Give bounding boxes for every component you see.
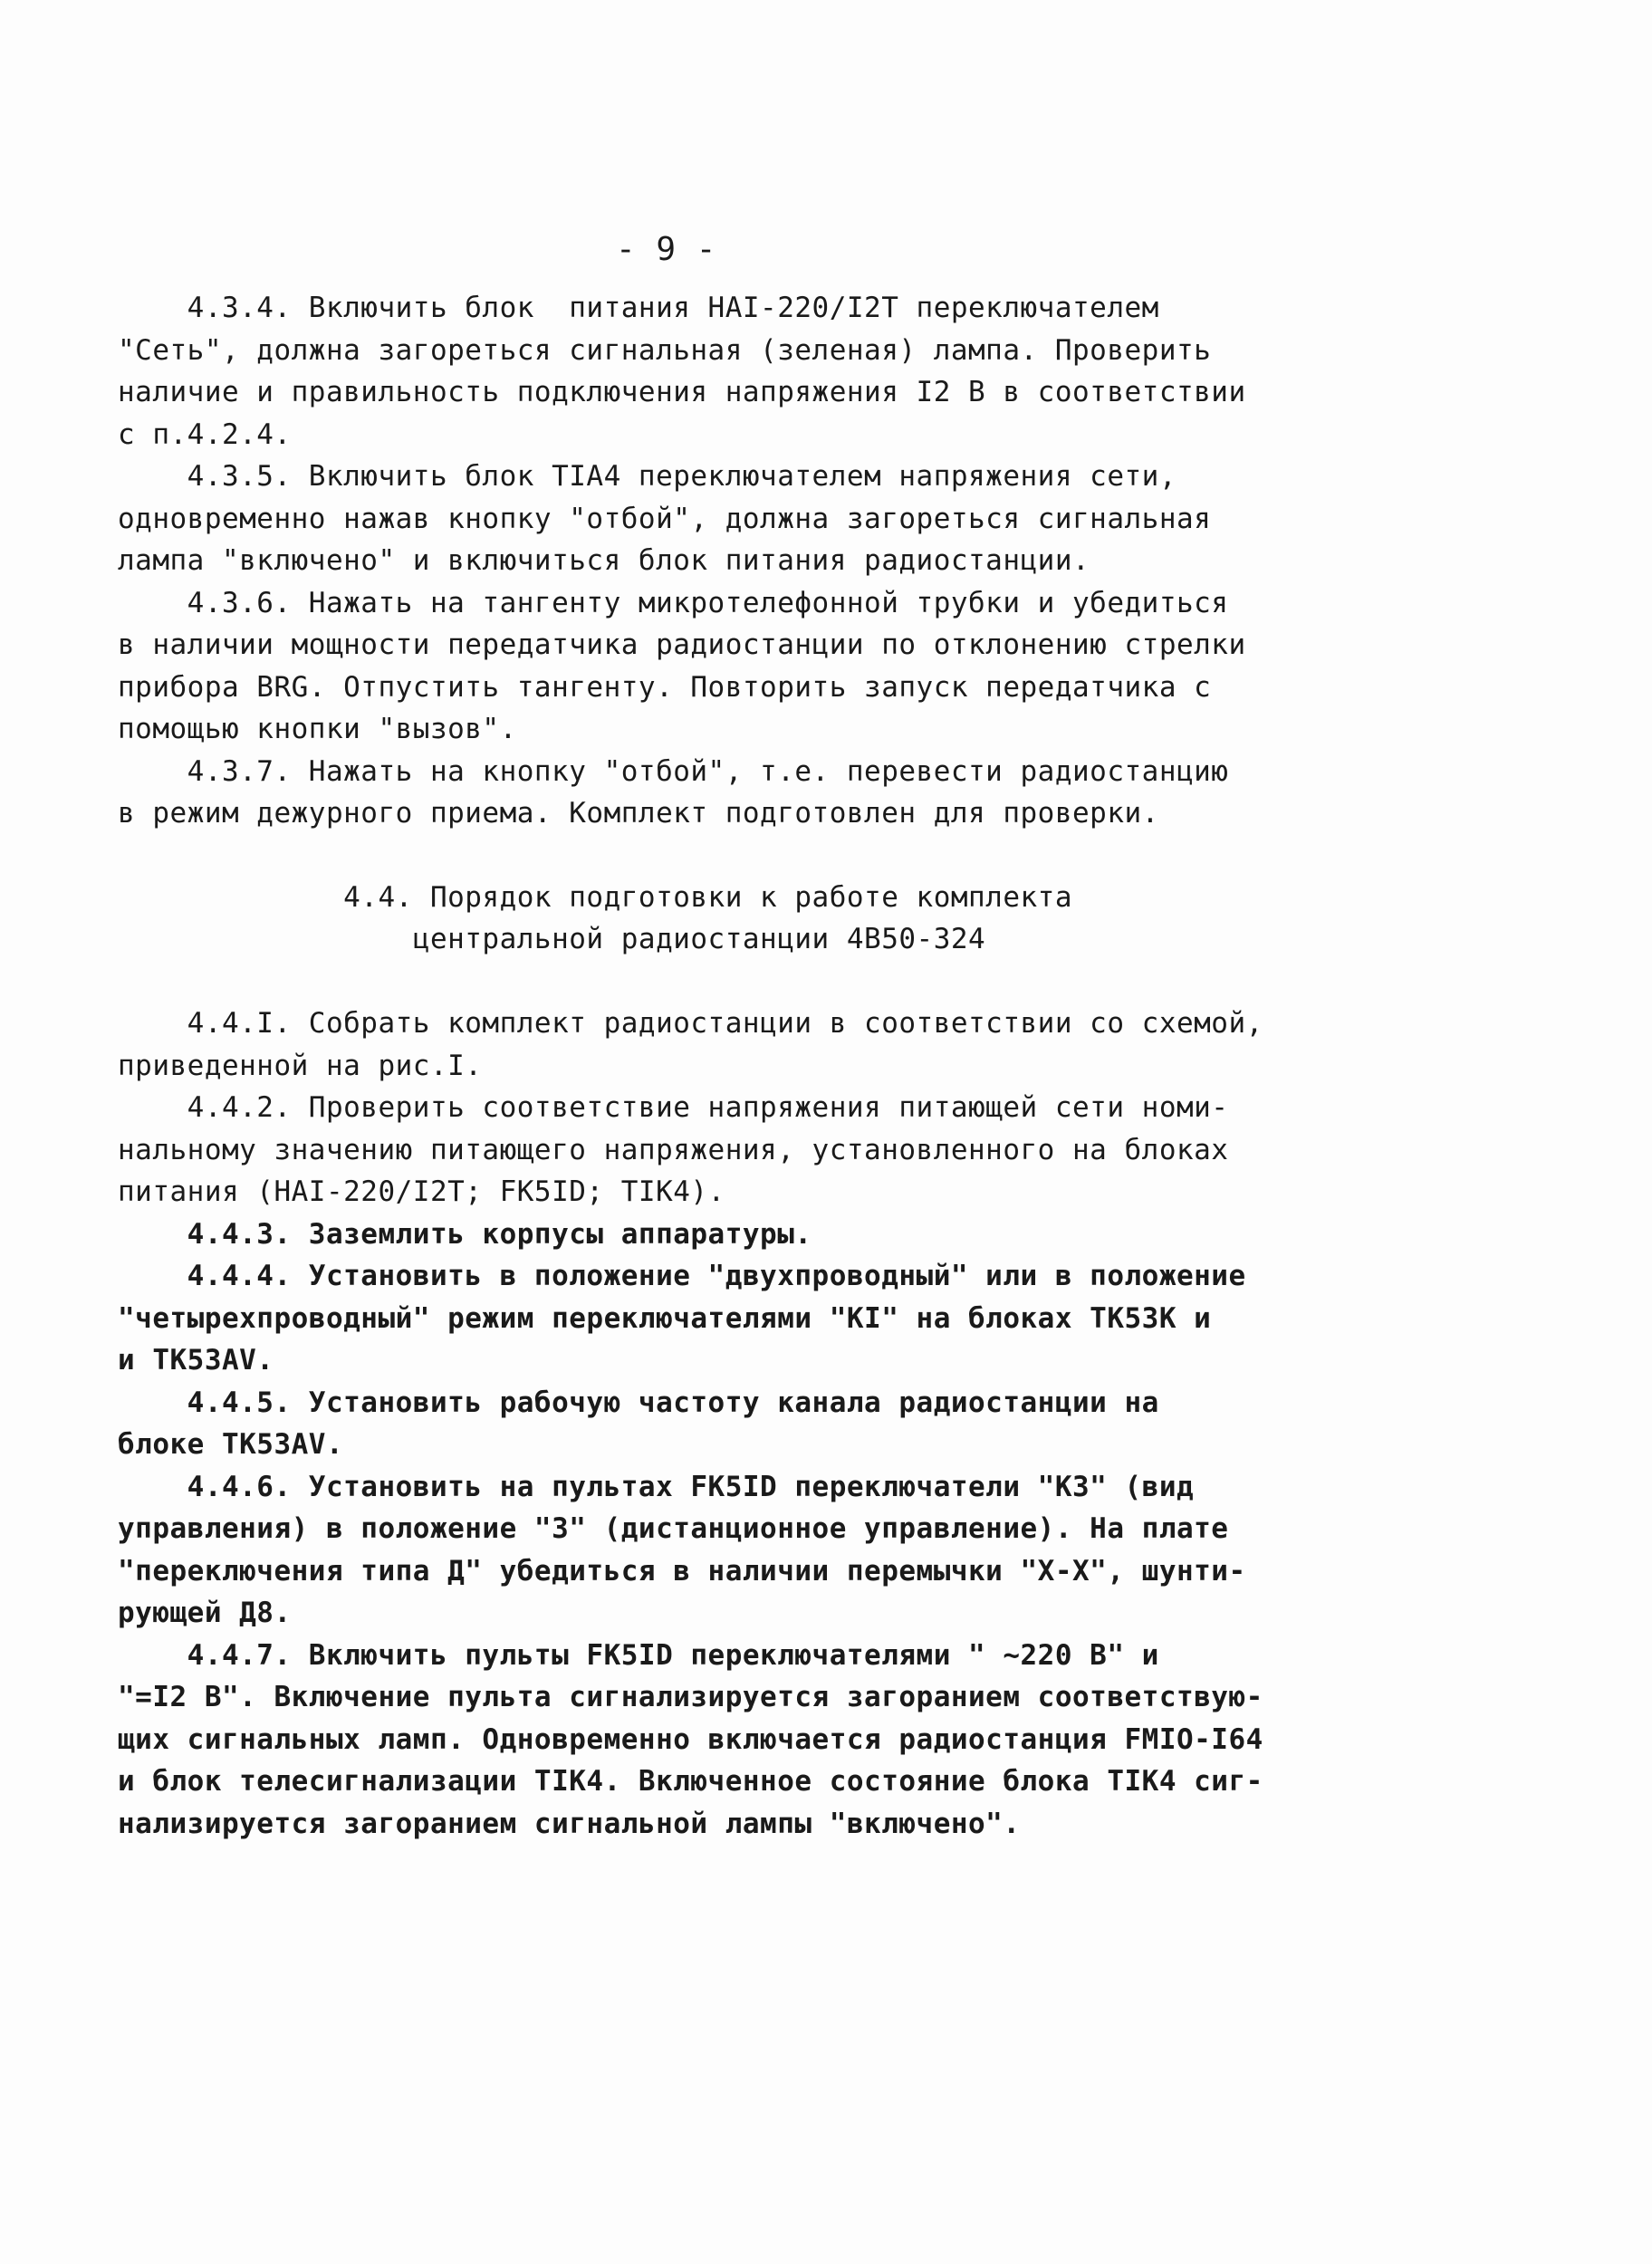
- text-line: "=I2 В". Включение пульта сигнализируется загоранием соответствую-: [118, 1681, 1263, 1713]
- text-line: "четырехпроводный" режим переключателями "КI" на блоках ТК53К и: [118, 1302, 1212, 1335]
- text-line: и ТК53АV.: [118, 1344, 274, 1377]
- page-number: - 9 -: [616, 231, 716, 268]
- text-line: "Сеть", должна загореться сигнальная (зеленая) лампа. Проверить: [118, 334, 1212, 367]
- text-line: 4.4.I. Собрать комплект радиостанции в соответствии со схемой,: [118, 1007, 1263, 1040]
- text-line: нальному значению питающего напряжения, установленного на блоках: [118, 1134, 1229, 1166]
- text-line: одновременно нажав кнопку "отбой", должна загореться сигнальная: [118, 503, 1212, 535]
- text-line: нализируется загоранием сигнальной лампы "включено".: [118, 1808, 1021, 1840]
- text-line: и блок телесигнализации ТIК4. Включенное состояние блока ТIК4 сиг-: [118, 1765, 1263, 1798]
- text-line: 4.4.4. Установить в положение "двухпроводный" или в положение: [118, 1260, 1246, 1292]
- text-line: лампа "включено" и включиться блок питания радиостанции.: [118, 544, 1090, 577]
- text-line: в режим дежурного приема. Комплект подготовлен для проверки.: [118, 797, 1159, 830]
- text-line: 4.4.5. Установить рабочую частоту канала радиостанции на: [118, 1386, 1159, 1419]
- text-line: 4.4.7. Включить пульты FK5ID переключателями " ~220 В" и: [118, 1639, 1159, 1672]
- text-line: управления) в положение "3" (дистанционное управление). На плате: [118, 1512, 1229, 1545]
- text-line: "переключения типа Д" убедиться в наличии перемычки "Х-Х", шунти-: [118, 1555, 1246, 1588]
- text-line: 4.4.2. Проверить соответствие напряжения питающей сети номи-: [118, 1091, 1229, 1124]
- text-line: рующей Д8.: [118, 1597, 292, 1629]
- text-line: 4.3.4. Включить блок питания НАI-220/I2Т переключателем: [118, 292, 1159, 324]
- text-line: щих сигнальных ламп. Одновременно включается радиостанция FMIO-I64: [118, 1723, 1263, 1756]
- text-line: помощью кнопки "вызов".: [118, 713, 517, 745]
- text-line: 4.3.7. Нажать на кнопку "отбой", т.е. перевести радиостанцию: [118, 755, 1229, 788]
- text-line: прибора BRG. Отпустить тангенту. Повторить запуск передатчика с: [118, 671, 1212, 704]
- text-line: в наличии мощности передатчика радиостанции по отклонению стрелки: [118, 628, 1246, 661]
- section-heading: 4.4. Порядок подготовки к работе комплекта: [118, 881, 1072, 914]
- text-line: 4.3.5. Включить блок ТIА4 переключателем напряжения сети,: [118, 460, 1177, 493]
- text-line: приведенной на рис.I.: [118, 1050, 483, 1082]
- text-line: с п.4.2.4.: [118, 418, 292, 451]
- text-line: 4.4.3. Заземлить корпусы аппаратуры.: [118, 1218, 812, 1251]
- text-line: блоке ТК53АV.: [118, 1428, 344, 1461]
- text-line: 4.3.6. Нажать на тангенту микротелефонной трубки и убедиться: [118, 587, 1229, 619]
- text-line: наличие и правильность подключения напряжения I2 В в соответствии: [118, 376, 1246, 408]
- text-line: 4.4.6. Установить на пультах FK5ID переключатели "К3" (вид: [118, 1471, 1195, 1503]
- text-line: питания (НАI-220/I2Т; FK5ID; ТIК4).: [118, 1175, 725, 1208]
- section-heading: центральной радиостанции 4В50-324: [118, 923, 986, 955]
